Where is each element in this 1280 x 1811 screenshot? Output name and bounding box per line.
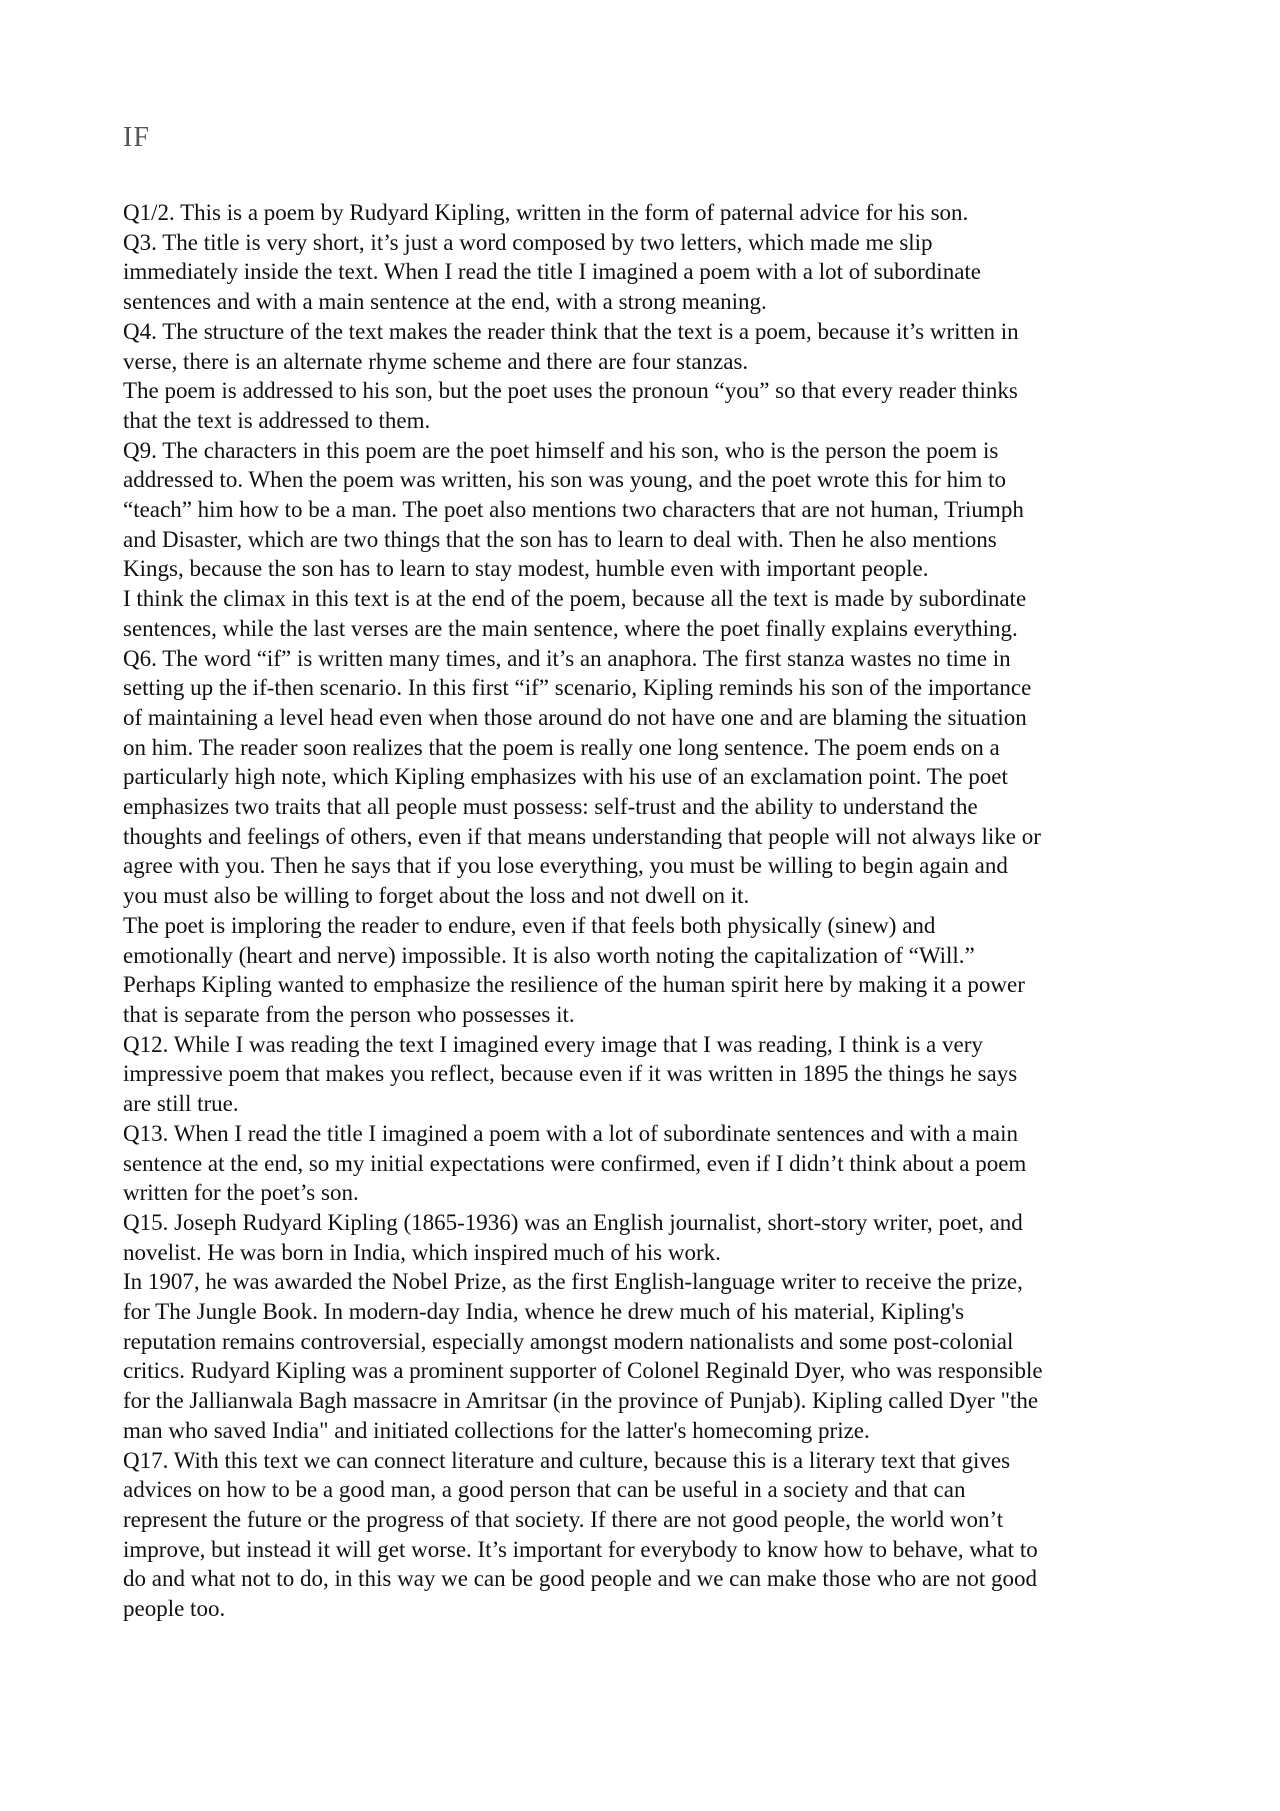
text-line: impressive poem that makes you reflect, because even if it was written in 1895 the things he says — [123, 1061, 1018, 1087]
text-line: on him. The reader soon realizes that the poem is really one long sentence. The poem ends on a — [123, 734, 1000, 760]
text-line: emotionally (heart and nerve) impossible. It is also worth noting the capitalization of “Will.” — [123, 942, 975, 968]
text-line: agree with you. Then he says that if you lose everything, you must be willing to begin again and — [123, 853, 1008, 879]
body-paragraph — [123, 1446, 1193, 1624]
text-line: sentence at the end, so my initial expectations were confirmed, even if I didn’t think about a poem — [123, 1150, 1027, 1176]
body-paragraph — [123, 317, 1193, 376]
text-line: critics. Rudyard Kipling was a prominent supporter of Colonel Reginald Dyer, who was responsible — [123, 1358, 1043, 1384]
text-line: setting up the if-then scenario. In this first “if” scenario, Kipling reminds his son of the importance — [123, 675, 1032, 701]
text-line: Q3. The title is very short, it’s just a word composed by two letters, which made me slip — [123, 229, 933, 255]
text-line: Kings, because the son has to learn to stay modest, humble even with important people. — [123, 556, 929, 582]
text-line: Q9. The characters in this poem are the poet himself and his son, who is the person the poem is — [123, 437, 999, 463]
body-paragraph — [123, 436, 1193, 585]
text-line: thoughts and feelings of others, even if that means understanding that people will not always like or — [123, 823, 1041, 849]
text-line: do and what not to do, in this way we can be good people and we can make those who are not good — [123, 1566, 1038, 1592]
text-line: people too. — [123, 1596, 226, 1622]
text-line: emphasizes two traits that all people must possess: self-trust and the ability to understand the — [123, 794, 978, 820]
text-line: particularly high note, which Kipling emphasizes with his use of an exclamation point. The poet — [123, 764, 1008, 790]
body-paragraph — [123, 1030, 1193, 1119]
text-line: and Disaster, which are two things that the son has to learn to deal with. Then he also mentions — [123, 526, 997, 552]
body-paragraph — [123, 228, 1193, 317]
text-line: are still true. — [123, 1091, 239, 1117]
text-line: I think the climax in this text is at the end of the poem, because all the text is made by subordinate — [123, 586, 1027, 612]
text-line: improve, but instead it will get worse. It’s important for everybody to know how to behave, what to — [123, 1536, 1038, 1562]
text-line: for the Jallianwala Bagh massacre in Amritsar (in the province of Punjab). Kipling called Dyer "the — [123, 1388, 1039, 1414]
body-paragraph — [123, 1208, 1193, 1267]
text-line: sentences, while the last verses are the main sentence, where the poet finally explains everything. — [123, 615, 1018, 641]
body-paragraph — [123, 584, 1193, 643]
text-line: “teach” him how to be a man. The poet also mentions two characters that are not human, Triumph — [123, 497, 1024, 523]
text-line: Q13. When I read the title I imagined a poem with a lot of subordinate sentences and with a main — [123, 1120, 1019, 1146]
text-line: immediately inside the text. When I read the title I imagined a poem with a lot of subordinate — [123, 259, 981, 285]
text-line: Q1/2. This is a poem by Rudyard Kipling, written in the form of paternal advice for his son. — [123, 200, 969, 225]
text-line: of maintaining a level head even when those around do not have one and are blaming the situation — [123, 704, 1027, 730]
text-line: represent the future or the progress of that society. If there are not good people, the world won’t — [123, 1506, 1004, 1532]
text-line: addressed to. When the poem was written, his son was young, and the poet wrote this for him to — [123, 467, 1006, 493]
body-paragraph — [123, 1119, 1193, 1208]
body-paragraph — [123, 376, 1193, 435]
text-line: man who saved India" and initiated collections for the latter's homecoming prize. — [123, 1417, 870, 1443]
text-line: In 1907, he was awarded the Nobel Prize, as the first English-language writer to receive the prize, — [123, 1269, 1023, 1295]
text-line: Q17. With this text we can connect literature and culture, because this is a literary text that gives — [123, 1447, 1011, 1473]
text-line: Perhaps Kipling wanted to emphasize the resilience of the human spirit here by making it a power — [123, 972, 1025, 998]
text-line: advices on how to be a good man, a good person that can be useful in a society and that can — [123, 1477, 966, 1503]
text-line: Q15. Joseph Rudyard Kipling (1865-1936) was an English journalist, short-story writer, poet, and — [123, 1209, 1023, 1235]
body-paragraph — [123, 644, 1193, 911]
text-line: written for the poet’s son. — [123, 1180, 359, 1206]
text-line: The poet is imploring the reader to endure, even if that feels both physically (sinew) and — [123, 912, 936, 938]
text-line: you must also be willing to forget about the loss and not dwell on it. — [123, 883, 750, 909]
text-line: The poem is addressed to his son, but the poet uses the pronoun “you” so that every reader thinks — [123, 378, 1018, 404]
text-line: reputation remains controversial, especially amongst modern nationalists and some post-colonial — [123, 1328, 1014, 1354]
body-paragraph — [123, 198, 1193, 228]
text-line: that the text is addressed to them. — [123, 407, 431, 433]
text-line: sentences and with a main sentence at the end, with a strong meaning. — [123, 289, 767, 315]
body-paragraph — [123, 911, 1193, 1030]
body-paragraph — [123, 1267, 1193, 1445]
text-line: novelist. He was born in India, which inspired much of his work. — [123, 1239, 721, 1265]
document-body — [123, 198, 1193, 1624]
text-line: for The Jungle Book. In modern-day India, whence he drew much of his material, Kipling's — [123, 1299, 965, 1325]
text-line: Q12. While I was reading the text I imagined every image that I was reading, I think is a very — [123, 1031, 983, 1057]
document-title: IF — [123, 122, 150, 153]
text-line: verse, there is an alternate rhyme scheme and there are four stanzas. — [123, 348, 749, 374]
text-line: Q4. The structure of the text makes the reader think that the text is a poem, because it’s written in — [123, 318, 1019, 344]
text-line: that is separate from the person who possesses it. — [123, 1001, 575, 1027]
text-line: Q6. The word “if” is written many times, and it’s an anaphora. The first stanza wastes no time in — [123, 645, 1011, 671]
